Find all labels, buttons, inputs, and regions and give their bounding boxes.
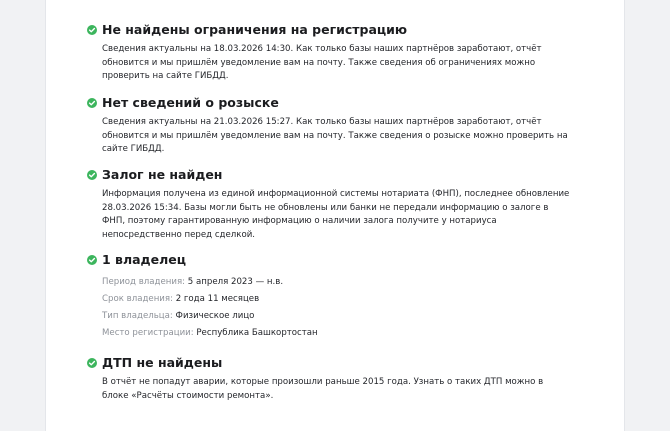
check-circle-icon <box>87 98 97 108</box>
section-title: 1 владелец <box>102 252 187 267</box>
section-title: ДТП не найдены <box>102 355 223 370</box>
section-text: Информация получена из единой информационной системы нотариата (ФНП), последнее обновление 28.03.2026 15:34. Базы могли быть не обновлены или банки не передали информацию о залоге в ФНП, поэтому гарантированную информацию о наличии залога получите у нотариуса непосредственно перед сделкой. <box>102 189 570 240</box>
row-label: Срок владения: <box>102 294 173 304</box>
row-value: Республика Башкортостан <box>196 328 318 338</box>
section-accidents <box>87 354 577 403</box>
check-circle-icon <box>87 358 97 368</box>
owner-row-type <box>102 308 577 325</box>
check-circle-icon <box>87 170 97 180</box>
owner-row-region <box>102 325 577 342</box>
row-label: Период владения: <box>102 277 186 287</box>
row-label: Место регистрации: <box>102 328 194 338</box>
row-value: 2 года 11 месяцев <box>175 294 260 304</box>
owner-row-duration <box>102 291 577 308</box>
section-text: В отчёт не попадут аварии, которые произошли раньше 2015 года. Узнать о таких ДТП можно в блоке «Расчёты стоимости ремонта». <box>102 377 544 401</box>
section-text: Сведения актуальны на 18.03.2026 14:30. Как только базы наших партнёров заработают, отчёт обновится и мы пришлём уведомление вам на почту. Также сведения об ограничениях можно проверить на сайте ГИБДД. <box>102 44 542 81</box>
section-title: Не найдены ограничения на регистрацию <box>102 22 408 37</box>
section-pledge <box>87 166 577 242</box>
section-title: Нет сведений о розыске <box>102 95 279 110</box>
section-registration-restrictions <box>87 21 577 84</box>
row-value: Физическое лицо <box>175 311 255 321</box>
section-wanted <box>87 94 577 157</box>
section-title: Залог не найден <box>102 167 223 182</box>
check-circle-icon <box>87 255 97 265</box>
row-label: Тип владельца: <box>102 311 173 321</box>
section-owners <box>87 251 577 342</box>
owner-row-period <box>102 274 577 291</box>
row-value: 5 апреля 2023 — н.в. <box>187 277 284 287</box>
section-text: Сведения актуальны на 21.03.2026 15:27. Как только базы наших партнёров заработают, отчёт обновится и мы пришлём уведомление вам на почту. Также сведения о розыске можно проверить на сайте ГИБДД. <box>102 117 568 154</box>
check-circle-icon <box>87 25 97 35</box>
